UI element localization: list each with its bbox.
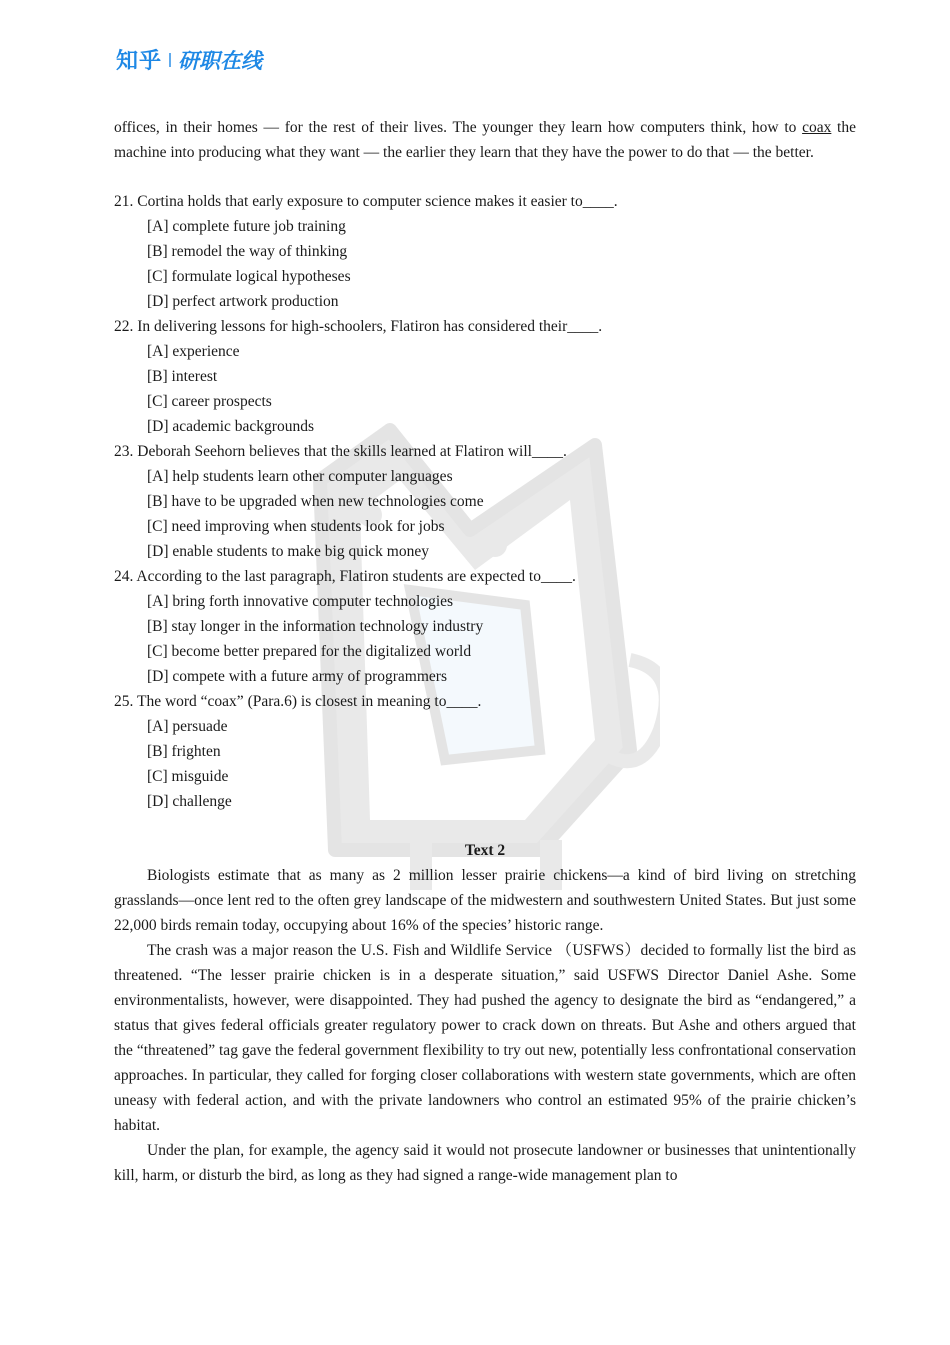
option-c: [C] become better prepared for the digitalized world (147, 643, 472, 660)
header-logo (116, 44, 262, 75)
logo-brand-text: 研职在线 (178, 48, 263, 73)
text2-paragraph-2: The crash was a major reason the U.S. Fish and Wildlife Service （USFWS）decided to formally list the bird as threatened. “The lesser prairie chicken is in a desperate situation,” said USFWS Director Daniel Ashe. Some environmentalists, however, were disappointed. They had pushed the agency to designate the bird as “endangered,” a status that gives federal officials greater regulatory power to crack down on threats. But Ashe and others argued that the “threatened” tag gave the federal government flexibility to try out new, potentially less confrontational conservation approaches. In particular, they called for forging closer collaborations with western state governments, which are often uneasy with federal action, and with the private landowners who control an estimated 95% of the prairie chicken’s habitat. (114, 942, 856, 1134)
text2-title: Text 2 (464, 842, 506, 859)
question-22 (114, 314, 856, 439)
option-c: [C] formulate logical hypotheses (147, 268, 351, 285)
option-b: [B] remodel the way of thinking (147, 243, 348, 260)
option-a: [A] bring forth innovative computer technologies (147, 593, 454, 610)
intro-paragraph (114, 115, 856, 165)
option-a: [A] complete future job training (147, 218, 346, 235)
text2-paragraph-1: Biologists estimate that as many as 2 million lesser prairie chickens—a kind of bird living on stretching grasslands—once lent red to the often grey landscape of the midwestern and southwestern United States. But just some 22,000 birds remain today, occupying about 16% of the species’ historic range. (114, 867, 856, 934)
question-stem: 22. In delivering lessons for high-schoolers, Flatiron has considered their____. (114, 318, 603, 335)
option-d: [D] academic backgrounds (147, 418, 314, 435)
intro-text-before: offices, in their homes — for the rest of their lives. The younger they learn how computers think, how to (114, 119, 803, 136)
option-b: [B] stay longer in the information technology industry (147, 618, 484, 635)
page-content (114, 115, 856, 1188)
question-21 (114, 189, 856, 314)
option-d: [D] challenge (147, 793, 232, 810)
option-a: [A] help students learn other computer languages (147, 468, 453, 485)
option-c: [C] need improving when students look for jobs (147, 518, 445, 535)
question-23 (114, 439, 856, 564)
text2-paragraph-3: Under the plan, for example, the agency said it would not prosecute landowner or businesses that unintentionally kill, harm, or disturb the bird, as long as they had signed a range-wide management plan to (114, 1142, 856, 1184)
logo-zhihu-text: 知乎 (116, 49, 163, 74)
question-stem: 21. Cortina holds that early exposure to computer science makes it easier to____. (114, 193, 618, 210)
question-stem: 23. Deborah Seehorn believes that the skills learned at Flatiron will____. (114, 443, 567, 460)
question-stem: 25. The word “coax” (Para.6) is closest in meaning to____. (114, 693, 482, 710)
option-d: [D] compete with a future army of programmers (147, 668, 447, 685)
logo-separator (169, 53, 171, 67)
option-b: [B] have to be upgraded when new technologies come (147, 493, 484, 510)
option-c: [C] misguide (147, 768, 229, 785)
question-stem: 24. According to the last paragraph, Flatiron students are expected to____. (114, 568, 576, 585)
option-c: [C] career prospects (147, 393, 272, 410)
option-b: [B] interest (147, 368, 218, 385)
option-a: [A] experience (147, 343, 240, 360)
question-24 (114, 564, 856, 689)
underlined-word-coax: coax (802, 119, 832, 136)
question-25 (114, 689, 856, 814)
intro-text-after: the machine into producing what they want — the earlier they learn that they have the power to do that — the better. (114, 119, 856, 161)
option-d: [D] enable students to make big quick money (147, 543, 429, 560)
option-a: [A] persuade (147, 718, 228, 735)
option-b: [B] frighten (147, 743, 221, 760)
option-d: [D] perfect artwork production (147, 293, 339, 310)
